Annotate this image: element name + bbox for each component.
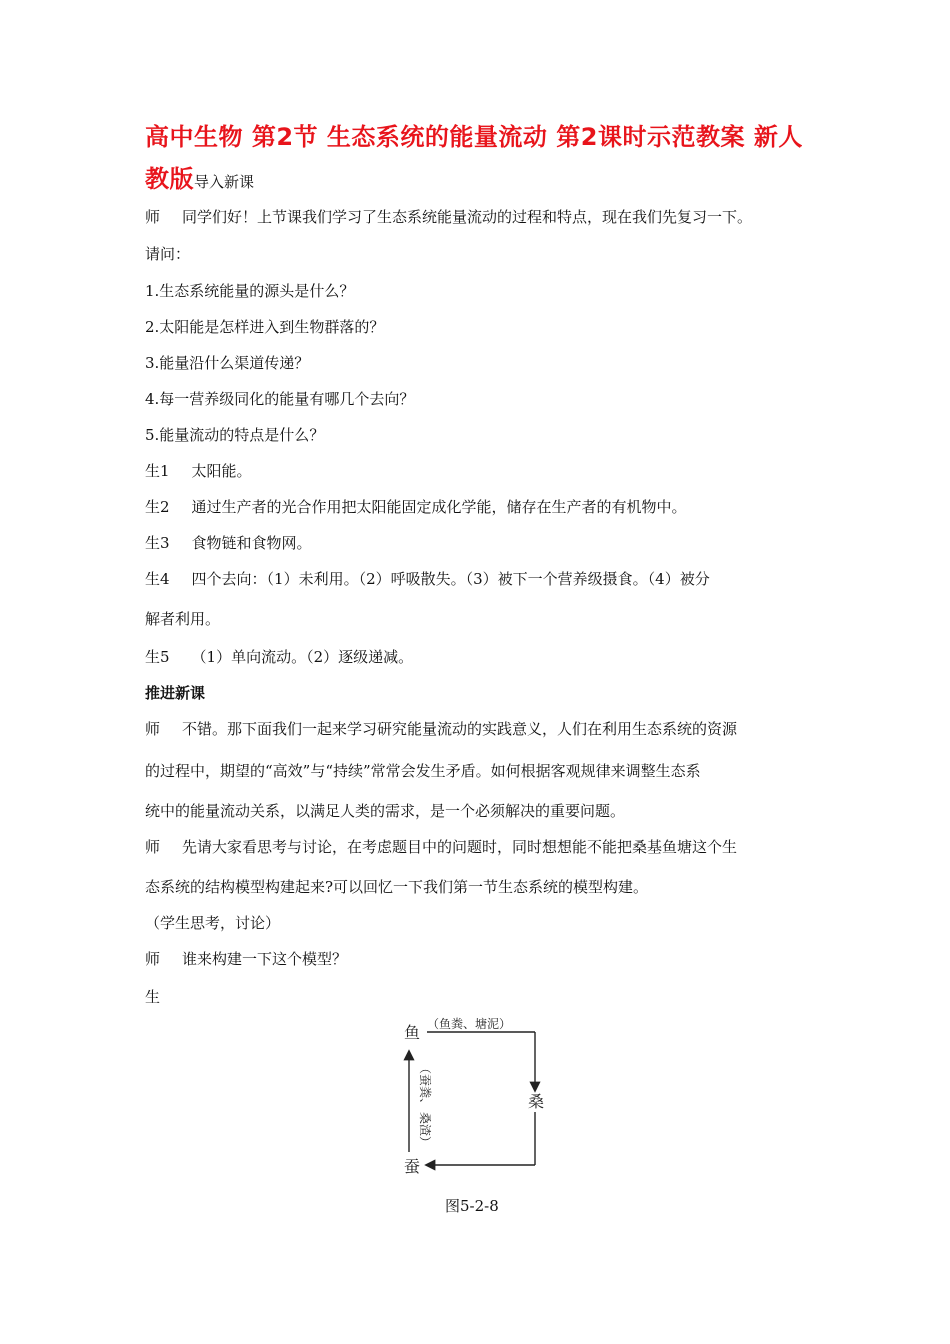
svg-text:（蚕粪、: （蚕粪、 xyxy=(418,1062,432,1111)
answer-text: （1）单向流动。（2）逐级递减。 xyxy=(191,648,414,666)
question-1: 1.生态系统能量的源头是什么？ xyxy=(145,282,355,300)
label-silkworm-waste xyxy=(418,1062,433,1148)
teacher-para-1-line-3: 统中的能量流动关系，以满足人类的需求，是一个必须解决的重要问题。 xyxy=(145,802,626,820)
question-2: 2.太阳能是怎样进入到生物群落的？ xyxy=(145,318,385,336)
mulberry-fish-pond-diagram xyxy=(395,1010,555,1180)
intro-line-1 xyxy=(145,206,752,227)
intro-line-2: 请问： xyxy=(145,245,191,263)
student-note: （学生思考，讨论） xyxy=(145,914,281,932)
question-4: 4.每一营养级同化的能量有哪几个去向？ xyxy=(145,390,415,408)
section-heading: 推进新课 xyxy=(145,684,206,702)
answer-1 xyxy=(145,460,252,481)
question-5: 5.能量流动的特点是什么？ xyxy=(145,426,325,444)
title-main: 高中生物 第2节 生态系统的能量流动 第2课时示范教案 新人教版 xyxy=(145,123,803,193)
speaker-label: 生1 xyxy=(145,462,170,480)
speaker-label: 生3 xyxy=(145,534,170,552)
figure-caption: 图5-2-8 xyxy=(445,1197,499,1215)
node-mulberry: 桑 xyxy=(528,1092,545,1111)
answer-text: 四个去向：（1）未利用。（2）呼吸散失。（3）被下一个营养级摄食。（4）被分 xyxy=(191,570,710,588)
answer-text: 食物链和食物网。 xyxy=(191,534,312,552)
answer-text: 太阳能。 xyxy=(191,462,252,480)
speaker-label: 师 xyxy=(145,720,161,738)
answer-4-continued: 解者利用。 xyxy=(145,610,221,628)
speaker-label: 师 xyxy=(145,838,161,856)
question-3: 3.能量沿什么渠道传递？ xyxy=(145,354,310,372)
speaker-label: 生5 xyxy=(145,648,170,666)
label-fish-waste: （鱼粪、塘泥） xyxy=(427,1017,512,1031)
answer-3 xyxy=(145,532,312,553)
answer-5 xyxy=(145,646,413,667)
document-title xyxy=(145,116,825,203)
paragraph-text: 不错。那下面我们一起来学习研究能量流动的实践意义，人们在利用生态系统的资源 xyxy=(182,720,738,738)
speaker-label: 师 xyxy=(145,950,161,968)
teacher-para-2-line-2: 态系统的结构模型构建起来?可以回忆一下我们第一节生态系统的模型构建。 xyxy=(145,878,649,896)
paragraph-text: 先请大家看思考与讨论，在考虑题目中的问题时，同时想想能不能把桑基鱼塘这个生 xyxy=(182,838,738,856)
title-sub: 导入新课 xyxy=(194,173,255,191)
teacher-para-1-line-2: 的过程中，期望的“高效”与“持续”常常会发生矛盾。如何根据客观规律来调整生态系 xyxy=(145,762,701,780)
teacher-para-2-line-1 xyxy=(145,836,737,857)
paragraph-text: 谁来构建一下这个模型？ xyxy=(182,950,348,968)
student-label: 生 xyxy=(145,988,161,1006)
node-silkworm: 蚕 xyxy=(404,1157,421,1176)
svg-text:桑渣）: 桑渣） xyxy=(418,1112,432,1149)
teacher-para-1-line-1 xyxy=(145,718,737,739)
intro-text: 同学们好！上节课我们学习了生态系统能量流动的过程和特点，现在我们先复习一下。 xyxy=(182,208,753,226)
speaker-label: 师 xyxy=(145,208,161,226)
answer-text: 通过生产者的光合作用把太阳能固定成化学能，储存在生产者的有机物中。 xyxy=(191,498,687,516)
answer-4 xyxy=(145,568,710,589)
teacher-question xyxy=(145,948,347,969)
speaker-label: 生2 xyxy=(145,498,170,516)
speaker-label: 生4 xyxy=(145,570,170,588)
answer-2 xyxy=(145,496,687,517)
node-fish: 鱼 xyxy=(404,1023,421,1042)
